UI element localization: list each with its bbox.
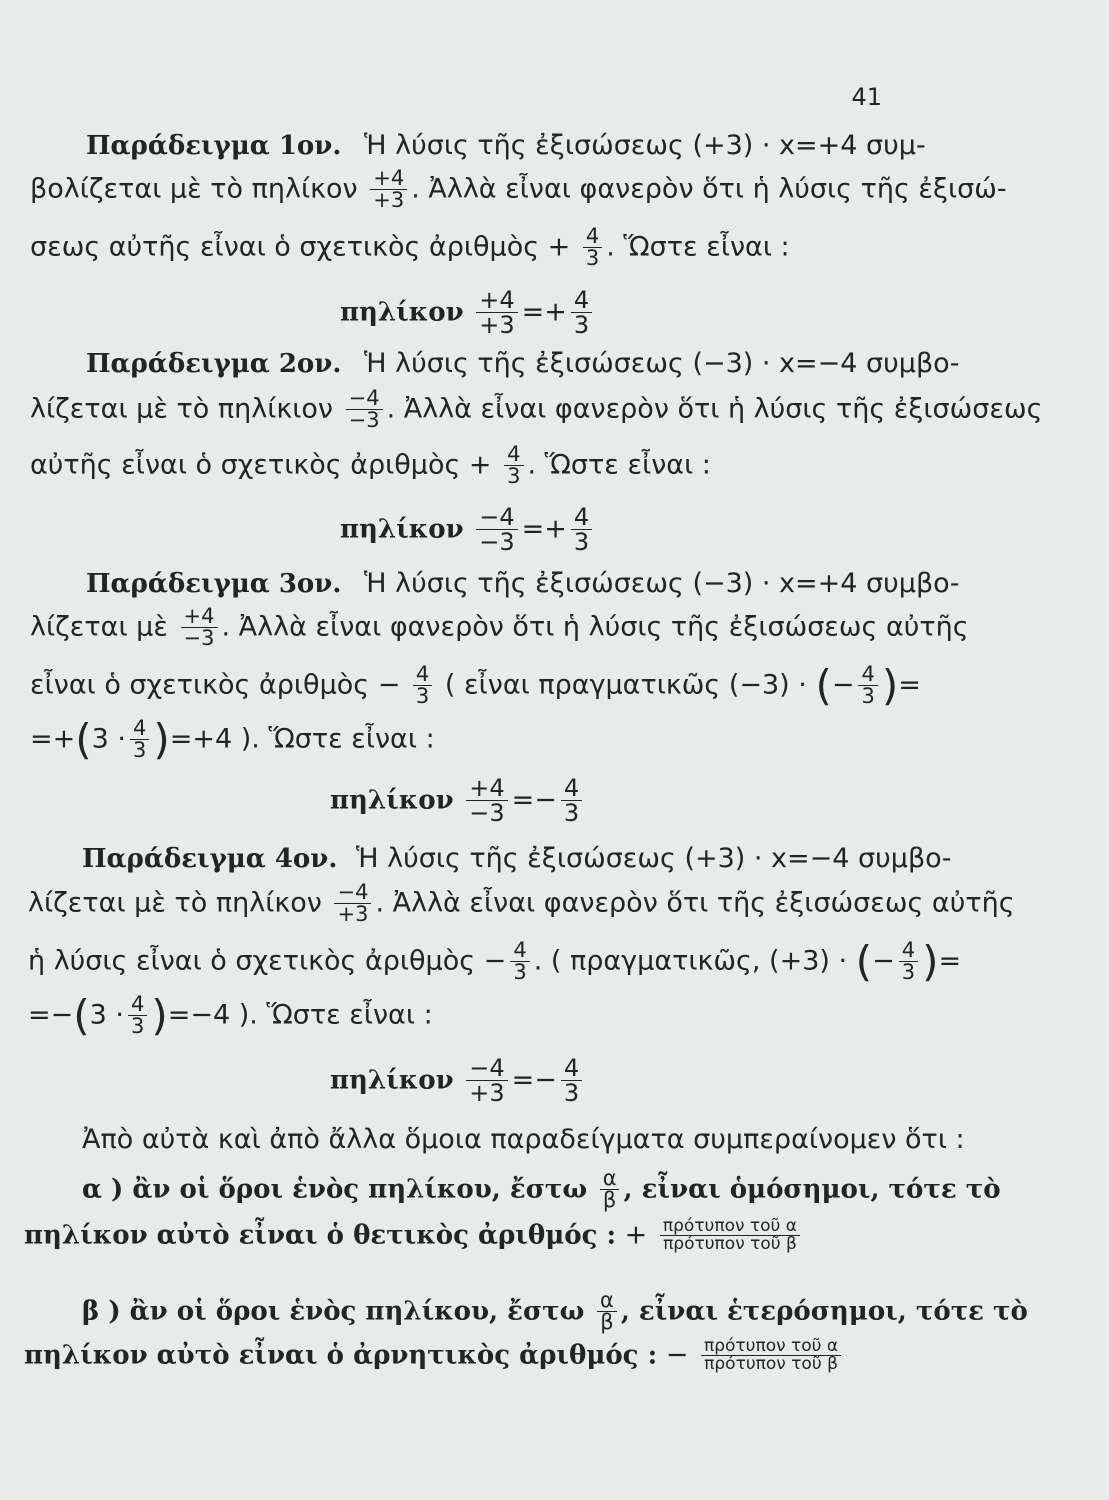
example-1-line-2: βολίζεται μὲ τὸ πηλίκον $\frac{+4}{+3}$ . Ἀλλὰ εἶναι φανερὸν ὅτι ἡ λύσις τῆς ἐξισώ- (30, 166, 1007, 213)
rule-b-line-1: β ) ἂν οἱ ὅροι ἑνὸς πηλίκου, ἔστω $\frac{\alpha}{\beta}$ , εἶναι ἑτερόσημοι, τότε τὸ (82, 1288, 1028, 1335)
fraction: $\frac{4}{3}$ (413, 664, 432, 708)
fraction: $\frac{+4}{+3}$ (476, 288, 517, 338)
page-number: 41 (851, 83, 882, 111)
fraction: $\frac{4}{3}$ (128, 994, 147, 1038)
fraction: $\frac{+4}{+3}$ (370, 168, 407, 212)
fraction: $\frac{-4}{+3}$ (466, 1056, 507, 1106)
fraction-prototypes: $\frac{\text{πρότυπον τοῦ α}}{\text{πρότυπον τοῦ β}}$ (660, 1218, 800, 1254)
rule-b-line-2: πηλίκον αὐτὸ εἶναι ὁ ἀρνητικὸς ἀριθμός : − $\frac{\text{πρότυπον τοῦ α}}{\text{πρότυπον τοῦ β}}$ (24, 1338, 845, 1374)
example-1-title: Παράδειγμα 1ον. (86, 131, 342, 161)
example-4-result: πηλίκον $\frac{-4}{+3}$ =− $\frac{4}{3}$ (330, 1056, 586, 1106)
fraction: $\frac{-4}{-3}$ (346, 388, 383, 432)
example-1-line-3: σεως αὐτῆς εἶναι ὁ σχετικὸς ἀριθμὸς + $\frac{4}{3}$ . Ὥστε εἶναι : (30, 224, 790, 271)
example-1-result: πηλίκον $\frac{+4}{+3}$ =+ $\frac{4}{3}$ (340, 288, 596, 338)
fraction: $\frac{+4}{-3}$ (181, 606, 218, 650)
example-4-line-4: =−(3 · $\frac{4}{3}$ )=−4 ). Ὥστε εἶναι : (28, 990, 433, 1040)
fraction: $\frac{+4}{-3}$ (466, 776, 507, 826)
example-4-line-2: λίζεται μὲ τὸ πηλίκον $\frac{-4}{+3}$ . Ἀλλὰ εἶναι φανερὸν ὅτι τῆς ἐξισώσεως αὐτῆς (28, 880, 1015, 927)
fraction: $\frac{4}{3}$ (858, 664, 877, 708)
fraction: $\frac{4}{3}$ (899, 940, 918, 984)
example-3-result: πηλίκον $\frac{+4}{-3}$ =− $\frac{4}{3}$ (330, 776, 586, 826)
fraction: $\frac{4}{3}$ (510, 940, 529, 984)
example-3-line-2: λίζεται μὲ $\frac{+4}{-3}$ . Ἀλλὰ εἶναι φανερὸν ὅτι ἡ λύσις τῆς ἐξισώσεως αὐτῆς (30, 604, 969, 651)
rule-a-line-1: α ) ἂν οἱ ὅροι ἑνὸς πηλίκου, ἔστω $\frac{\alpha}{\beta}$ , εἶναι ὁμόσημοι, τότε τὸ (82, 1166, 1001, 1213)
example-3-line-3: εἶναι ὁ σχετικὸς ἀριθμὸς − $\frac{4}{3}$ ( εἶναι πραγματικῶς (−3) · (− $\frac{4}{3}$ )= (30, 660, 921, 710)
example-2-line-3: αὐτῆς εἶναι ὁ σχετικὸς ἀριθμὸς + $\frac{4}{3}$ . Ὥστε εἶναι : (30, 442, 711, 489)
fraction: $\frac{-4}{-3}$ (476, 505, 517, 555)
example-2-result: πηλίκον $\frac{-4}{-3}$ =+ $\frac{4}{3}$ (340, 505, 596, 555)
example-2-title: Παράδειγμα 2ον. (86, 349, 342, 379)
fraction: $\frac{\alpha}{\beta}$ (600, 1168, 620, 1212)
example-3-title: Παράδειγμα 3ον. (86, 569, 342, 599)
example-1-line-1: Παράδειγμα 1ον. Ἡ λύσις τῆς ἐξισώσεως (+3) · x=+4 συμ- (86, 130, 926, 161)
conclusion-intro: Ἀπὸ αὐτὰ καὶ ἀπὸ ἄλλα ὅμοια παραδείγματα συμπεραίνομεν ὅτι : (82, 1124, 965, 1155)
fraction: $\frac{4}{3}$ (561, 776, 582, 826)
fraction: $\frac{-4}{+3}$ (334, 882, 371, 926)
example-4-line-1: Παράδειγμα 4ον. Ἡ λύσις τῆς ἐξισώσεως (+3) · x=−4 συμβο- (82, 843, 952, 874)
fraction-prototypes: $\frac{\text{πρότυπον τοῦ α}}{\text{πρότυπον τοῦ β}}$ (701, 1338, 841, 1374)
example-2-line-2: λίζεται μὲ τὸ πηλίκιον $\frac{-4}{-3}$ . Ἀλλὰ εἶναι φανερὸν ὅτι ἡ λύσις τῆς ἐξισώσεως (30, 386, 1043, 433)
example-4-title: Παράδειγμα 4ον. (82, 844, 338, 874)
example-3-line-1: Παράδειγμα 3ον. Ἡ λύσις τῆς ἐξισώσεως (−3) · x=+4 συμβο- (86, 568, 960, 599)
rule-a-line-2: πηλίκον αὐτὸ εἶναι ὁ θετικὸς ἀριθμός : + $\frac{\text{πρότυπον τοῦ α}}{\text{πρότυπον τοῦ β}}$ (24, 1218, 804, 1254)
fraction: $\frac{4}{3}$ (130, 718, 149, 762)
fraction: $\frac{\alpha}{\beta}$ (597, 1290, 617, 1334)
fraction: $\frac{4}{3}$ (583, 226, 602, 270)
fraction: $\frac{4}{3}$ (504, 444, 523, 488)
fraction: $\frac{4}{3}$ (561, 1056, 582, 1106)
example-4-line-3: ἡ λύσις εἶναι ὁ σχετικὸς ἀριθμὸς − $\frac{4}{3}$ . ( πραγματικῶς, (+3) · (− $\frac{4}{3}$ )= (28, 936, 962, 986)
example-2-line-1: Παράδειγμα 2ον. Ἡ λύσις τῆς ἐξισώσεως (−3) · x=−4 συμβο- (86, 348, 960, 379)
fraction: $\frac{4}{3}$ (571, 288, 592, 338)
example-3-line-4: =+(3 · $\frac{4}{3}$ )=+4 ). Ὥστε εἶναι : (30, 714, 435, 764)
fraction: $\frac{4}{3}$ (571, 505, 592, 555)
